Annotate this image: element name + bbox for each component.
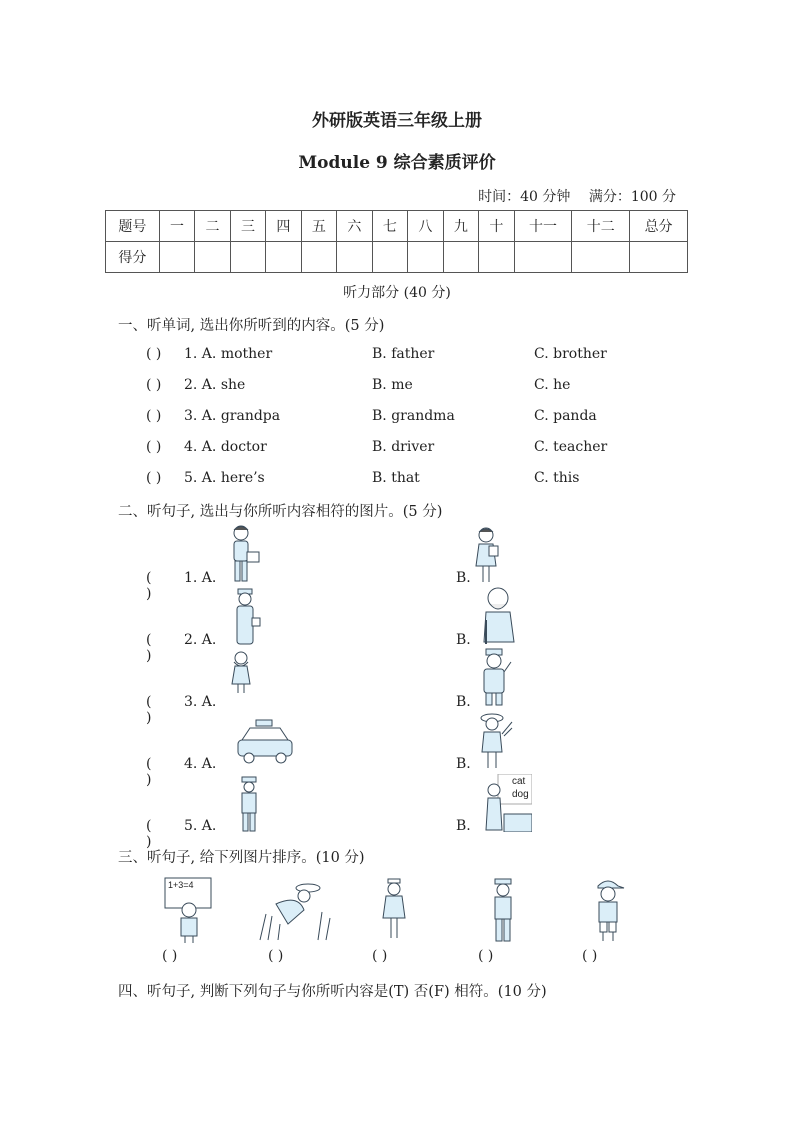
order-blank-4[interactable]: ( ) — [478, 948, 494, 964]
page-title: 外研版英语三年级上册 — [312, 111, 482, 131]
taxi-car-illustration — [236, 718, 294, 766]
score-header-cell: 一 — [159, 211, 194, 242]
score-cell[interactable] — [195, 242, 230, 273]
section2-title: 二、听句子, 选出与你所听内容相符的图片。(5 分) — [118, 504, 443, 520]
option-c: C. teacher — [534, 439, 608, 455]
option-b-label: B. — [456, 632, 471, 648]
answer-blank[interactable]: ( ) — [146, 632, 152, 664]
score-header-cell: 九 — [443, 211, 478, 242]
score-cell[interactable] — [479, 242, 514, 273]
score-header-cell: 总分 — [630, 211, 688, 242]
score-table — [105, 210, 688, 273]
score-header-cell: 四 — [266, 211, 301, 242]
score-header-cell: 七 — [372, 211, 407, 242]
option-c: C. he — [534, 377, 571, 393]
answer-blank[interactable]: ( ) — [146, 818, 152, 850]
score-cell[interactable] — [514, 242, 572, 273]
option-a-label: 3. A. — [184, 694, 217, 710]
answer-blank[interactable]: ( ) — [146, 439, 162, 455]
answer-blank[interactable]: ( ) — [146, 377, 162, 393]
score-header-cell: 二 — [195, 211, 230, 242]
section3-title: 三、听句子, 给下列图片排序。(10 分) — [118, 850, 365, 866]
score-table-score-row — [106, 242, 688, 273]
girl-with-book-illustration — [474, 526, 500, 584]
option-a: 3. A. grandpa — [184, 408, 281, 424]
score-header-cell: 五 — [301, 211, 336, 242]
score-cell[interactable] — [266, 242, 301, 273]
answer-blank[interactable]: ( ) — [146, 694, 152, 726]
option-b: B. grandma — [372, 408, 455, 424]
option-b: B. driver — [372, 439, 435, 455]
full-score: 满分：100 分 — [588, 189, 676, 205]
answer-blank[interactable]: ( ) — [146, 346, 162, 362]
answer-blank[interactable]: ( ) — [146, 570, 152, 602]
score-header-cell: 八 — [408, 211, 443, 242]
option-a: 4. A. doctor — [184, 439, 267, 455]
option-c: C. panda — [534, 408, 597, 424]
time-limit: 时间：40 分钟 — [478, 189, 571, 205]
nurse-illustration — [380, 878, 408, 940]
option-a: 5. A. here’s — [184, 470, 265, 486]
option-a: 2. A. she — [184, 377, 246, 393]
score-cell[interactable] — [159, 242, 194, 273]
answer-blank[interactable]: ( ) — [146, 470, 162, 486]
math-board-text: 1+3=4 — [168, 880, 194, 890]
option-b: B. that — [372, 470, 420, 486]
option-b-label: B. — [456, 756, 471, 772]
option-a-label: 1. A. — [184, 570, 217, 586]
option-a-label: 2. A. — [184, 632, 217, 648]
score-header-cell: 题号 — [106, 211, 160, 242]
score-cell[interactable] — [337, 242, 372, 273]
boy-with-cap-illustration — [592, 878, 626, 942]
answer-blank[interactable]: ( ) — [146, 756, 152, 788]
page-subtitle: Module 9 综合素质评价 — [298, 153, 496, 173]
score-table-header-row — [106, 211, 688, 242]
option-a-label: 5. A. — [184, 818, 217, 834]
policeman-illustration — [490, 878, 516, 942]
order-blank-5[interactable]: ( ) — [582, 948, 598, 964]
option-a-label: 4. A. — [184, 756, 217, 772]
option-c: C. brother — [534, 346, 607, 362]
order-blank-2[interactable]: ( ) — [268, 948, 284, 964]
score-cell[interactable] — [301, 242, 336, 273]
score-row-label: 得分 — [106, 242, 160, 273]
score-header-cell: 十二 — [572, 211, 630, 242]
board-word-dog: dog — [512, 789, 529, 800]
score-cell[interactable] — [572, 242, 630, 273]
nurse-girl-illustration — [230, 650, 254, 694]
score-cell[interactable] — [408, 242, 443, 273]
policeman-illustration — [238, 776, 260, 832]
score-cell[interactable] — [372, 242, 407, 273]
driver-man-illustration — [232, 588, 262, 646]
option-a: 1. A. mother — [184, 346, 273, 362]
answer-blank[interactable]: ( ) — [146, 408, 162, 424]
farmer-girl-illustration — [478, 712, 514, 770]
option-b-label: B. — [456, 818, 471, 834]
score-cell[interactable] — [230, 242, 265, 273]
score-header-cell: 十 — [479, 211, 514, 242]
score-header-cell: 三 — [230, 211, 265, 242]
score-cell[interactable] — [630, 242, 688, 273]
score-header-cell: 六 — [337, 211, 372, 242]
doctor-illustration — [478, 648, 514, 706]
boy-with-bag-illustration — [228, 524, 262, 584]
option-b: B. me — [372, 377, 413, 393]
order-blank-1[interactable]: ( ) — [162, 948, 178, 964]
farmer-in-field-illustration — [258, 880, 332, 942]
option-b: B. father — [372, 346, 435, 362]
option-b-label: B. — [456, 570, 471, 586]
option-c: C. this — [534, 470, 580, 486]
exam-meta — [464, 186, 676, 206]
board-word-cat: cat — [512, 776, 526, 787]
order-blank-3[interactable]: ( ) — [372, 948, 388, 964]
score-cell[interactable] — [443, 242, 478, 273]
section1-title: 一、听单词, 选出你所听到的内容。(5 分) — [118, 318, 385, 334]
option-b-label: B. — [456, 694, 471, 710]
section4-title: 四、听句子, 判断下列句子与你所听内容是(T) 否(F) 相符。(10 分) — [118, 984, 547, 1000]
grandpa-with-cane-illustration — [478, 586, 518, 646]
listening-part-heading: 听力部分 (40 分) — [343, 285, 451, 301]
score-header-cell: 十一 — [514, 211, 572, 242]
